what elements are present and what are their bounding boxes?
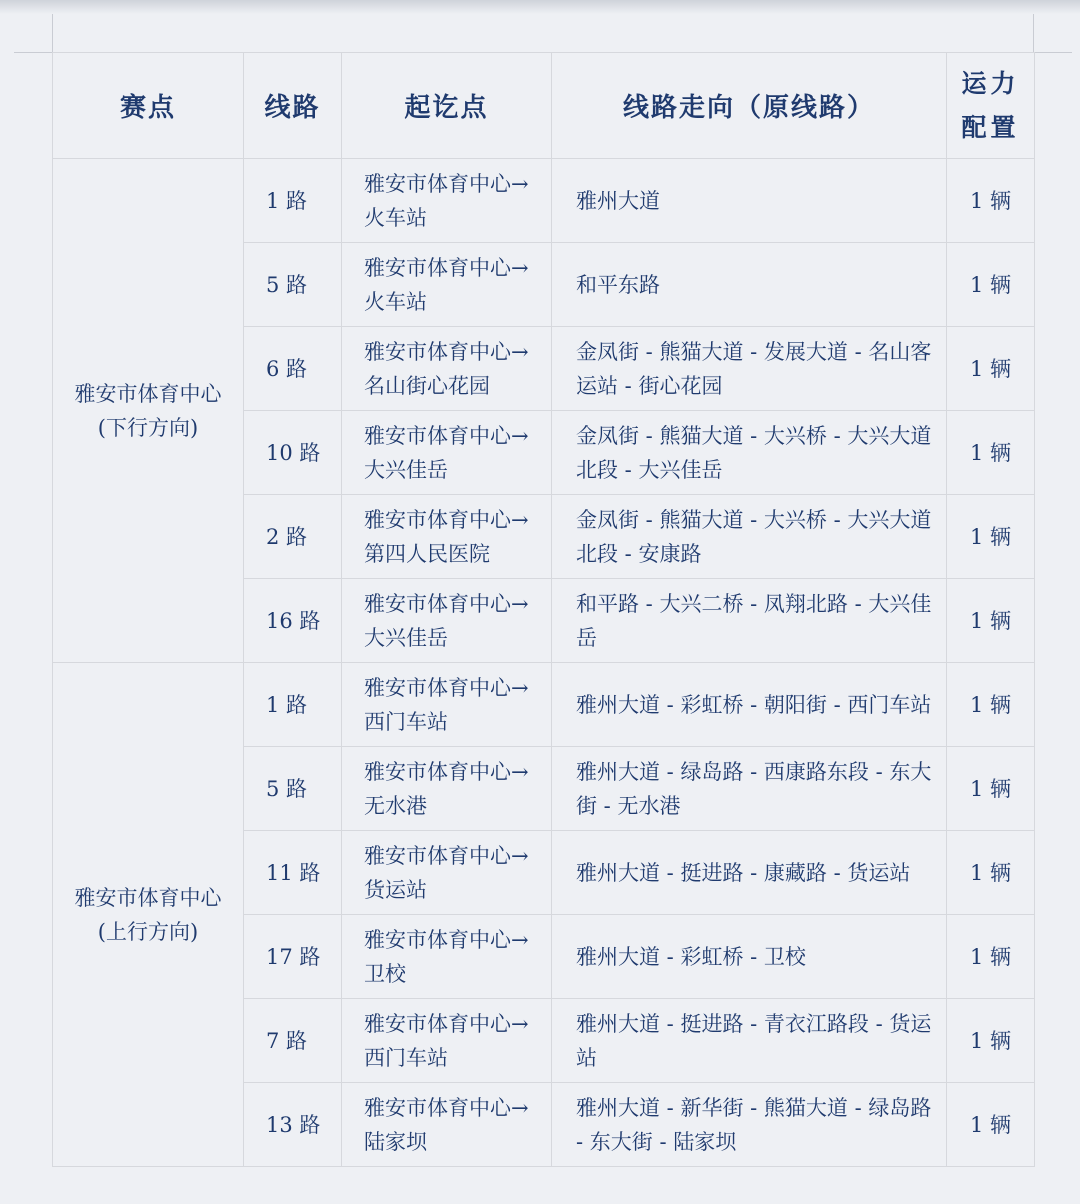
destination: 第四人民医院 [364, 541, 490, 566]
route-direction: 金凤街 - 熊猫大道 - 大兴桥 - 大兴大道北段 - 大兴佳岳 [552, 411, 947, 495]
line-number: 5 路 [244, 243, 342, 327]
capacity: 1 辆 [947, 831, 1035, 915]
top-edge-shadow [0, 0, 1080, 14]
bus-route-table [52, 52, 1035, 1167]
route-direction: 雅州大道 - 挺进路 - 康藏路 - 货运站 [552, 831, 947, 915]
origin-destination [342, 663, 552, 747]
line-number: 2 路 [244, 495, 342, 579]
capacity: 1 辆 [947, 663, 1035, 747]
origin: 雅安市体育中心→ [364, 1011, 529, 1036]
destination: 火车站 [364, 205, 427, 230]
capacity: 1 辆 [947, 243, 1035, 327]
capacity: 1 辆 [947, 159, 1035, 243]
capacity: 1 辆 [947, 1083, 1035, 1167]
origin-destination [342, 411, 552, 495]
origin-destination [342, 159, 552, 243]
origin-destination [342, 747, 552, 831]
header-origin-destination: 起讫点 [342, 53, 552, 159]
destination: 无水港 [364, 793, 427, 818]
route-direction: 雅州大道 - 挺进路 - 青衣江路段 - 货运站 [552, 999, 947, 1083]
origin-destination [342, 915, 552, 999]
table-row [53, 159, 1035, 243]
destination: 卫校 [364, 961, 406, 986]
capacity: 1 辆 [947, 411, 1035, 495]
destination: 陆家坝 [364, 1129, 427, 1154]
destination: 西门车站 [364, 1045, 448, 1070]
venue-cell-upbound [53, 663, 244, 1167]
table-row [53, 663, 1035, 747]
line-number: 17 路 [244, 915, 342, 999]
venue-name: 雅安市体育中心 [74, 885, 222, 910]
capacity: 1 辆 [947, 327, 1035, 411]
origin-destination [342, 999, 552, 1083]
line-number: 6 路 [244, 327, 342, 411]
line-number: 1 路 [244, 159, 342, 243]
origin-destination [342, 243, 552, 327]
origin: 雅安市体育中心→ [364, 675, 529, 700]
corner-mark-left [52, 14, 53, 52]
destination: 货运站 [364, 877, 427, 902]
destination: 大兴佳岳 [364, 625, 448, 650]
line-number: 11 路 [244, 831, 342, 915]
origin: 雅安市体育中心→ [364, 423, 529, 448]
route-direction: 雅州大道 - 新华街 - 熊猫大道 - 绿岛路 - 东大街 - 陆家坝 [552, 1083, 947, 1167]
origin-destination [342, 495, 552, 579]
origin-destination [342, 327, 552, 411]
table-header-row [53, 53, 1035, 159]
route-direction: 和平东路 [552, 243, 947, 327]
route-direction: 雅州大道 - 绿岛路 - 西康路东段 - 东大街 - 无水港 [552, 747, 947, 831]
origin: 雅安市体育中心→ [364, 843, 529, 868]
origin-destination [342, 579, 552, 663]
line-number: 13 路 [244, 1083, 342, 1167]
venue-direction: (下行方向) [97, 415, 199, 440]
header-capacity [947, 53, 1035, 159]
origin: 雅安市体育中心→ [364, 339, 529, 364]
origin: 雅安市体育中心→ [364, 927, 529, 952]
origin: 雅安市体育中心→ [364, 507, 529, 532]
route-direction: 雅州大道 - 彩虹桥 - 卫校 [552, 915, 947, 999]
destination: 大兴佳岳 [364, 457, 448, 482]
header-capacity-line2: 配置 [961, 112, 1020, 142]
route-direction: 雅州大道 [552, 159, 947, 243]
line-number: 7 路 [244, 999, 342, 1083]
header-line: 线路 [244, 53, 342, 159]
capacity: 1 辆 [947, 747, 1035, 831]
line-number: 10 路 [244, 411, 342, 495]
origin: 雅安市体育中心→ [364, 759, 529, 784]
line-number: 5 路 [244, 747, 342, 831]
route-direction: 雅州大道 - 彩虹桥 - 朝阳街 - 西门车站 [552, 663, 947, 747]
capacity: 1 辆 [947, 579, 1035, 663]
capacity: 1 辆 [947, 999, 1035, 1083]
origin-destination [342, 1083, 552, 1167]
header-venue: 赛点 [53, 53, 244, 159]
origin: 雅安市体育中心→ [364, 171, 529, 196]
origin: 雅安市体育中心→ [364, 591, 529, 616]
route-direction: 金凤街 - 熊猫大道 - 大兴桥 - 大兴大道北段 - 安康路 [552, 495, 947, 579]
origin: 雅安市体育中心→ [364, 255, 529, 280]
header-capacity-line1: 运力 [961, 68, 1020, 98]
capacity: 1 辆 [947, 495, 1035, 579]
venue-name: 雅安市体育中心 [74, 381, 222, 406]
origin: 雅安市体育中心→ [364, 1095, 529, 1120]
origin-destination [342, 831, 552, 915]
destination: 火车站 [364, 289, 427, 314]
venue-cell-downbound [53, 159, 244, 663]
route-direction: 金凤街 - 熊猫大道 - 发展大道 - 名山客运站 - 街心花园 [552, 327, 947, 411]
route-direction: 和平路 - 大兴二桥 - 凤翔北路 - 大兴佳岳 [552, 579, 947, 663]
line-number: 1 路 [244, 663, 342, 747]
line-number: 16 路 [244, 579, 342, 663]
destination: 西门车站 [364, 709, 448, 734]
corner-mark-right [1033, 14, 1034, 52]
header-direction: 线路走向（原线路） [552, 53, 947, 159]
capacity: 1 辆 [947, 915, 1035, 999]
venue-direction: (上行方向) [97, 919, 199, 944]
destination: 名山街心花园 [364, 373, 490, 398]
